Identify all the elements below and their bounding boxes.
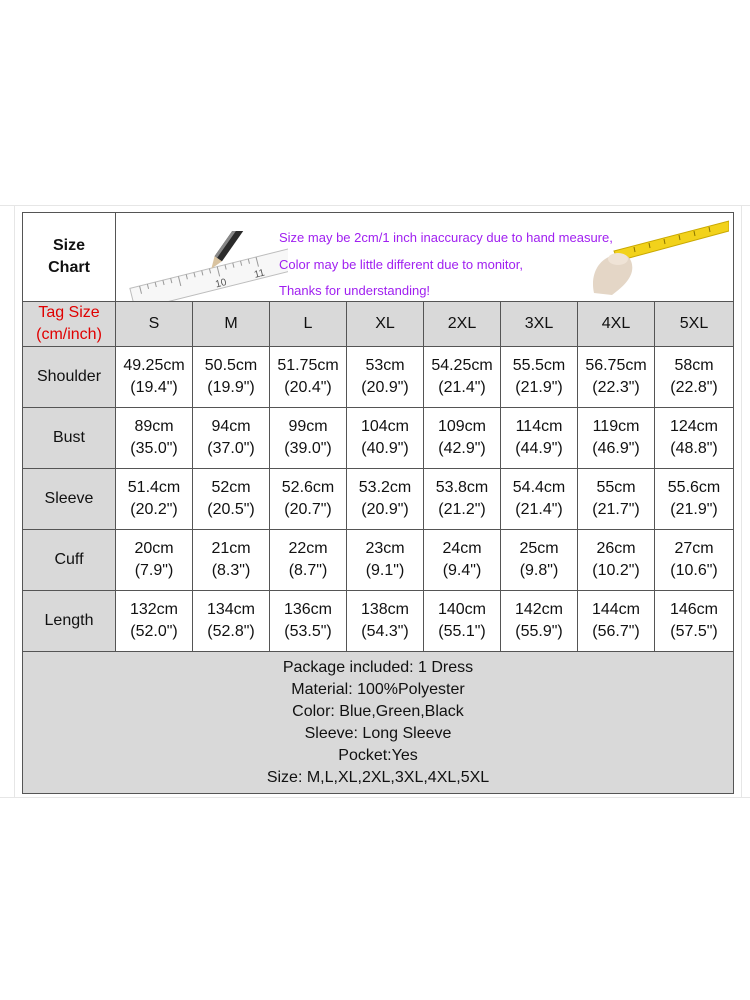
inch-value: (54.3"): [361, 623, 409, 640]
cm-value: 21cm: [211, 540, 251, 557]
cm-value: 52cm: [211, 479, 251, 496]
size-header: XL: [347, 302, 424, 347]
inch-value: (20.2"): [130, 501, 178, 518]
inch-value: (42.9"): [438, 440, 486, 457]
inch-value: (21.2"): [438, 501, 486, 518]
cm-value: 89cm: [134, 418, 174, 435]
cm-value: 23cm: [365, 540, 405, 557]
inch-value: (57.5"): [670, 623, 718, 640]
measurement-cell: [424, 408, 501, 469]
size-header: 5XL: [655, 302, 734, 347]
tape-measure-hand-icon: [584, 215, 729, 297]
cm-value: 53.8cm: [435, 479, 489, 496]
note-line: Package included: 1 Dress: [282, 658, 474, 676]
size-chart-table: [22, 212, 734, 794]
measurement-cell: [501, 347, 578, 408]
cm-value: 136cm: [283, 601, 333, 618]
row-label: Sleeve: [23, 469, 116, 530]
cm-value: 104cm: [360, 418, 410, 435]
inch-value: (20.9"): [361, 379, 409, 396]
table-row: [23, 469, 734, 530]
color-note: Color may be little different due to monitor,: [279, 257, 523, 272]
note-line: Sleeve: Long Sleeve: [304, 724, 452, 742]
measurement-cell: [655, 408, 734, 469]
measurement-cell: [116, 408, 193, 469]
inch-value: (21.4"): [515, 501, 563, 518]
measurement-cell: [501, 530, 578, 591]
cm-value: 99cm: [288, 418, 328, 435]
measurement-cell: [270, 469, 347, 530]
measurement-cell: [578, 408, 655, 469]
inch-value: (7.9"): [134, 562, 174, 579]
measurement-cell: [578, 530, 655, 591]
inch-value: (22.3"): [592, 379, 640, 396]
inch-value: (20.7"): [284, 501, 332, 518]
cm-value: 25cm: [519, 540, 559, 557]
inch-value: (44.9"): [515, 440, 563, 457]
measurement-cell: [578, 591, 655, 652]
tag-size-header: [23, 302, 116, 347]
inch-value: (52.0"): [130, 623, 178, 640]
measurement-cell: [270, 408, 347, 469]
measurement-cell: [270, 591, 347, 652]
row-label: Shoulder: [23, 347, 116, 408]
cm-value: 56.75cm: [585, 357, 647, 374]
row-label: Length: [23, 591, 116, 652]
title-line: Chart: [48, 259, 90, 276]
measurement-cell: [347, 347, 424, 408]
measurement-cell: [116, 347, 193, 408]
cm-value: 144cm: [591, 601, 641, 618]
table-row: [23, 530, 734, 591]
cm-value: 124cm: [669, 418, 719, 435]
cm-value: 55cm: [596, 479, 636, 496]
note-line: Pocket:Yes: [338, 746, 418, 764]
measurement-cell: [424, 591, 501, 652]
size-header: 2XL: [424, 302, 501, 347]
inch-value: (21.4"): [438, 379, 486, 396]
cm-value: 114cm: [515, 418, 563, 435]
measurement-cell: [193, 469, 270, 530]
measurement-cell: [193, 591, 270, 652]
row-label: Bust: [23, 408, 116, 469]
inch-value: (55.9"): [515, 623, 563, 640]
inch-value: (40.9"): [361, 440, 409, 457]
note-line: Size: M,L,XL,2XL,3XL,4XL,5XL: [266, 768, 490, 786]
cm-value: 53cm: [365, 357, 405, 374]
tag-size-line: (cm/inch): [36, 326, 102, 343]
measurement-cell: [193, 530, 270, 591]
cm-value: 109cm: [437, 418, 487, 435]
inch-value: (21.9"): [670, 501, 718, 518]
measurement-cell: [655, 530, 734, 591]
inch-value: (8.3"): [211, 562, 251, 579]
cm-value: 132cm: [129, 601, 179, 618]
thanks-note: Thanks for understanding!: [279, 283, 431, 298]
row-label: Cuff: [23, 530, 116, 591]
inch-value: (56.7"): [592, 623, 640, 640]
measurement-cell: [347, 530, 424, 591]
cm-value: 49.25cm: [123, 357, 185, 374]
cm-value: 58cm: [674, 357, 714, 374]
ruler-digit: 10: [214, 277, 228, 291]
size-header: S: [116, 302, 193, 347]
measurement-cell: [501, 591, 578, 652]
measurement-cell: [501, 469, 578, 530]
grid-line: [0, 797, 750, 798]
measurement-cell: [655, 347, 734, 408]
measurement-cell: [116, 530, 193, 591]
inch-value: (39.0"): [284, 440, 332, 457]
inch-value: (48.8"): [670, 440, 718, 457]
inch-value: (8.7"): [288, 562, 328, 579]
grid-line: [0, 205, 750, 206]
inch-value: (20.5"): [207, 501, 255, 518]
inch-value: (55.1"): [438, 623, 486, 640]
measurement-cell: [347, 408, 424, 469]
inch-value: (20.4"): [284, 379, 332, 396]
measurement-cell: [501, 408, 578, 469]
inch-value: (35.0"): [130, 440, 178, 457]
cm-value: 94cm: [211, 418, 251, 435]
inch-value: (10.6"): [670, 562, 718, 579]
cm-value: 55.5cm: [512, 357, 566, 374]
cm-value: 50.5cm: [204, 357, 258, 374]
cm-value: 52.6cm: [281, 479, 335, 496]
cm-value: 51.4cm: [127, 479, 181, 496]
inch-value: (37.0"): [207, 440, 255, 457]
note-line: Material: 100%Polyester: [291, 680, 465, 698]
inch-value: (9.4"): [442, 562, 482, 579]
cm-value: 20cm: [134, 540, 174, 557]
inch-value: (19.9"): [207, 379, 255, 396]
size-header: L: [270, 302, 347, 347]
inch-value: (53.5"): [284, 623, 332, 640]
cm-value: 138cm: [360, 601, 410, 618]
measurement-cell: [424, 469, 501, 530]
ruler-digit: 11: [253, 267, 266, 281]
cm-value: 53.2cm: [358, 479, 412, 496]
measurement-cell: [193, 408, 270, 469]
measurement-cell: [655, 469, 734, 530]
grid-line: [741, 205, 742, 797]
measurement-cell: [424, 347, 501, 408]
measurement-cell: [270, 347, 347, 408]
measure-note: Size may be 2cm/1 inch inaccuracy due to hand measure,: [279, 230, 613, 245]
pencil-ruler-icon: [128, 231, 288, 301]
title-line: Size: [52, 237, 85, 254]
cm-value: 24cm: [442, 540, 482, 557]
product-notes: [23, 652, 734, 794]
cm-value: 54.4cm: [512, 479, 566, 496]
size-header: 3XL: [501, 302, 578, 347]
table-row: [23, 408, 734, 469]
measurement-rows: [23, 347, 734, 652]
inch-value: (52.8"): [207, 623, 255, 640]
inch-value: (10.2"): [592, 562, 640, 579]
table-row: [23, 591, 734, 652]
measure-banner: [116, 213, 734, 302]
measurement-cell: [578, 347, 655, 408]
chart-title: [23, 213, 116, 302]
inch-value: (22.8"): [670, 379, 718, 396]
measurement-cell: [424, 530, 501, 591]
inch-value: (9.1"): [365, 562, 405, 579]
size-header: 4XL: [578, 302, 655, 347]
measurement-cell: [655, 591, 734, 652]
cm-value: 140cm: [437, 601, 487, 618]
cm-value: 27cm: [674, 540, 714, 557]
cm-value: 26cm: [596, 540, 636, 557]
grid-line: [14, 205, 15, 797]
measurement-cell: [116, 469, 193, 530]
note-line: Color: Blue,Green,Black: [292, 702, 464, 720]
cm-value: 119cm: [592, 418, 640, 435]
cm-value: 55.6cm: [667, 479, 721, 496]
inch-value: (20.9"): [361, 501, 409, 518]
inch-value: (9.8"): [519, 562, 559, 579]
measurement-cell: [578, 469, 655, 530]
cm-value: 54.25cm: [431, 357, 493, 374]
size-header: M: [193, 302, 270, 347]
inch-value: (21.9"): [515, 379, 563, 396]
cm-value: 51.75cm: [277, 357, 339, 374]
measurement-cell: [193, 347, 270, 408]
table-row: [23, 347, 734, 408]
cm-value: 142cm: [514, 601, 564, 618]
tag-size-line: Tag Size: [38, 304, 100, 321]
cm-value: 146cm: [669, 601, 719, 618]
cm-value: 134cm: [206, 601, 256, 618]
measurement-cell: [116, 591, 193, 652]
inch-value: (21.7"): [592, 501, 640, 518]
inch-value: (46.9"): [592, 440, 640, 457]
cm-value: 22cm: [288, 540, 328, 557]
measurement-cell: [347, 469, 424, 530]
inch-value: (19.4"): [130, 379, 178, 396]
measurement-cell: [270, 530, 347, 591]
measurement-cell: [347, 591, 424, 652]
